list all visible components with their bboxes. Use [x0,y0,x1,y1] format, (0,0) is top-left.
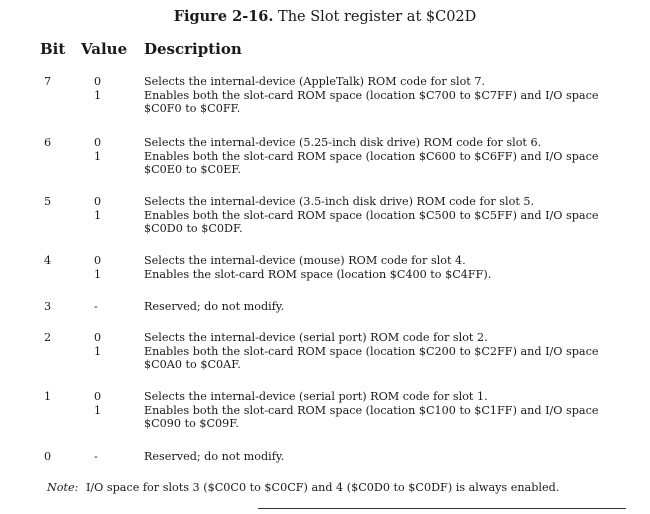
horizontal-rule [258,508,626,509]
description-text: Enables both the slot-card ROM space (location $C200 to $C2FF) and I/O space $C0A0 to $C0AF. [144,344,599,371]
value-text: 1 [94,149,102,163]
value-cell [94,75,108,102]
footnote [47,481,559,495]
value-text: 0 [94,331,102,344]
description-text: Selects the internal-device (serial port) ROM code for slot 1. [144,390,488,403]
description-text: Selects the internal-device (AppleTalk) ROM code for slot 7. [144,75,486,88]
bit-number: 0 [44,450,52,463]
description-cell [144,254,624,281]
value-text: 1 [94,344,102,358]
description-text: Selects the internal-device (5.25-inch disk drive) ROM code for slot 6. [144,136,542,149]
bit-number: 6 [44,136,52,149]
figure-caption [0,8,650,26]
value-text: 1 [94,88,102,102]
description-cell [144,390,624,431]
description-text: Enables both the slot-card ROM space (location $C600 to $C6FF) and I/O space $C0E0 to $C0EF. [144,149,599,176]
value-text: 0 [94,390,102,403]
value-text: 0 [94,254,102,267]
bit-number: 4 [44,254,52,267]
value-cell [94,136,108,163]
description-text: Enables both the slot-card ROM space (location $C500 to $C5FF) and I/O space $C0D0 to $C0DF. [144,208,599,235]
description-text: Enables the slot-card ROM space (location $C400 to $C4FF). [144,267,492,281]
description-cell [144,331,624,372]
description-cell [144,450,624,464]
description-cell [144,136,624,177]
description-text: Selects the internal-device (serial port) ROM code for slot 2. [144,331,488,344]
value-text: - [94,300,98,313]
value-text: 1 [94,403,102,417]
column-header-bit: Bit [40,40,66,58]
note-text: I/O space for slots 3 ($C0C0 to $C0CF) and 4 ($C0D0 to $C0DF) is always enabled. [85,481,560,494]
value-cell [94,254,108,281]
description-cell [144,195,624,236]
value-text: 0 [94,195,102,208]
value-text: 0 [94,75,102,88]
bit-number: 3 [44,300,52,313]
figure-title: The Slot register at $C02D [278,9,477,25]
bit-number: 5 [44,195,52,208]
value-cell [94,300,108,314]
value-cell [94,390,108,417]
column-header-value: Value [81,40,128,58]
description-text: Reserved; do not modify. [144,450,285,463]
value-text: 1 [94,208,102,222]
bit-number: 2 [44,331,52,344]
description-text: Selects the internal-device (mouse) ROM code for slot 4. [144,254,466,267]
value-cell [94,331,108,358]
description-text: Reserved; do not modify. [144,300,285,313]
description-cell [144,300,624,314]
description-cell [144,75,624,116]
value-text: - [94,450,98,463]
value-cell [94,195,108,222]
bit-number: 1 [44,390,52,403]
note-label: Note: [47,481,79,494]
value-text: 0 [94,136,102,149]
value-cell [94,450,108,464]
value-text: 1 [94,267,102,281]
description-text: Enables both the slot-card ROM space (location $C100 to $C1FF) and I/O space $C090 to $C09F. [144,403,599,430]
column-header-description: Description [144,40,242,58]
figure-label: Figure 2-16. [173,8,274,25]
description-text: Enables both the slot-card ROM space (location $C700 to $C7FF) and I/O space $C0F0 to $C0FF. [144,88,599,115]
description-text: Selects the internal-device (3.5-inch disk drive) ROM code for slot 5. [144,195,535,208]
bit-number: 7 [44,75,52,88]
